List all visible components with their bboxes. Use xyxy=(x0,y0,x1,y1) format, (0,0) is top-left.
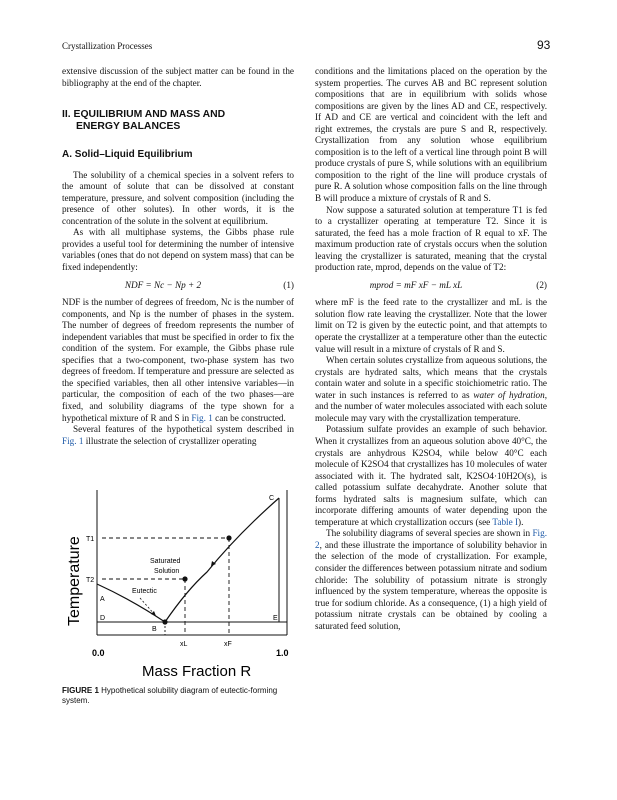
paragraph xyxy=(62,424,294,447)
equation-1-number: (1) xyxy=(283,279,294,290)
equation-2 xyxy=(315,280,547,292)
paragraph-text: and the number of water molecules associated with each solute molecule may vary with the crystallization temperature. xyxy=(315,401,547,423)
paragraph-text: Several features of the hypothetical system described in xyxy=(73,424,294,435)
paragraph: where mF is the feed rate to the crystallizer and mL is the solution flow rate leaving the crystallizer. Note that the lower limit on T2 is given by the eutectic point, and that attempts to operate the crystallizer at a temperature other than the eutectic value will result in a mixture of crystals of R and S. xyxy=(315,297,547,354)
figure-caption xyxy=(62,686,294,706)
paragraph-text: NDF is the number of degrees of freedom, Nc is the number of components, and Np is the number of phases in the system. The number of degrees of freedom represents the number of independent variables that must be specified in order to fix the condition of the system. For example, the Gibbs phase rule specifies that a two-component, two-phase system has two degrees of freedom. If temperature and pressure are selected as the specified variables, then all other intensive variables—in particular, the composition of each of the two phases—are fixed, and solubility diagrams of the type shown for a hypothetical mixture of R and S in xyxy=(62,297,294,423)
paragraph: conditions and the limitations placed on the operation by the system properties. The curves AB and BC represent solution compositions that are in equilibrium with solids whose compositions are given by the lines AD and CE, respectively. If AD and CE are vertical and coincident with the left and right extremes, the crystals are pure S and R, respectively. Crystallization from any solution whose equilibrium composition is to the left of a vertical line through point B will produce crystals of pure S, while solutions with an equilibrium composition to the right of the line will produce crystals of pure R. A solution whose composition falls on the line through B will produce a mixture of crystals of R and S. xyxy=(315,66,547,204)
paragraph xyxy=(315,528,547,632)
paragraph xyxy=(315,424,547,528)
right-column xyxy=(315,66,547,632)
t1-label: T1 xyxy=(86,536,95,543)
feed-point xyxy=(226,535,231,540)
paragraph: The solubility of a chemical species in a solvent refers to the amount of solute that can be dissolved at constant temperature, pressure, and solvent composition (including the presence of other solutes). In other words, it is the concentration of the solute in the solvent at equilibrium. xyxy=(62,169,294,226)
paragraph: Now suppose a saturated solution at temperature T1 is fed to a crystallizer operating at temperature T2. Since it is saturated, the feed has a mole fraction of R equal to xF. The maximum production rate of crystals occurs when the solution leaving the crystallizer is saturated, meaning that the crystal production rate, mprod, depends on the value of T2: xyxy=(315,204,547,273)
subsection-heading: A. Solid–Liquid Equilibrium xyxy=(62,149,193,161)
paragraph-text: illustrate the selection of crystallizer operating xyxy=(85,435,257,446)
saturated-label: Saturated xyxy=(150,558,181,565)
left-column xyxy=(62,66,294,447)
caption-label: FIGURE 1 xyxy=(62,686,99,695)
page-number: 93 xyxy=(537,38,551,52)
equation-1 xyxy=(62,280,294,292)
section-heading-line2: ENERGY BALANCES xyxy=(76,121,181,133)
point-b-label: B xyxy=(152,626,157,633)
xf-label: xF xyxy=(224,641,232,648)
italic-term: water of hydration, xyxy=(473,389,548,400)
paragraph xyxy=(315,355,547,424)
equation-2-number: (2) xyxy=(536,279,547,290)
point-a-label: A xyxy=(100,596,105,603)
xl-label: xL xyxy=(180,641,188,648)
equation-2-body: mprod = mF xF − mL xL xyxy=(369,279,463,290)
paragraph: As with all multiphase systems, the Gibbs phase rule provides a useful tool for determining the number of intensive variables (ones that do not depend on system mass) that can be fixed independently: xyxy=(62,227,294,273)
table-1-link[interactable]: Table I xyxy=(492,516,519,527)
t2-label: T2 xyxy=(86,577,95,584)
x-axis-title: Mass Fraction R xyxy=(142,663,252,680)
paragraph: extensive discussion of the subject matter can be found in the bibliography at the end of the chapter. xyxy=(62,66,294,88)
paragraph-text: ). xyxy=(518,516,524,527)
operating-point xyxy=(182,576,187,581)
running-title: Crystallization Processes xyxy=(62,41,153,51)
solution-label: Solution xyxy=(154,568,180,575)
paragraph-text: The solubility diagrams of several species are shown in xyxy=(326,528,531,539)
y-axis-title: Temperature xyxy=(66,536,83,626)
figure-2-link[interactable]: Fig. 2 xyxy=(315,528,547,550)
figure-1-link[interactable]: Fig. 1 xyxy=(191,412,213,423)
section-heading-line1: II. EQUILIBRIUM AND MASS AND xyxy=(62,109,226,121)
point-e-label: E xyxy=(273,615,278,622)
paragraph-text: Potassium sulfate provides an example of such behavior. When it crystallizes from an aqueous solution above 40°C, the crystals are anhydrous K2SO4, while below 40°C each molecule of K2SO4 that crystallizes has 10 molecules of water associated with it. The hydrated salt, K2SO4·10H2O(s), is called potassium sulfate decahydrate. Another solute that forms hydrated salts is magnesium sulfate, which can incorporate differing amounts of water depending upon the temperature at which crystallization occurs (see xyxy=(315,424,547,527)
solubility-diagram xyxy=(62,480,302,690)
figure-1-link[interactable]: Fig. 1 xyxy=(62,435,84,446)
paragraph-text: , and these illustrate the importance of solubility behavior in the selection of the mode of crystallization. For example, consider the differences between potassium nitrate and sodium chloride: The solubility of potassium nitrate is strongly influenced by the system temperature, whereas the opposite is true for sodium chloride. As a consequence, (1) a high yield of potassium nitrate crystals can be obtained by cooling a saturated feed solution, xyxy=(315,539,547,631)
x-min-label: 0.0 xyxy=(92,648,105,658)
point-c-label: C xyxy=(269,495,275,502)
equation-1-body: NDF = Nc − Np + 2 xyxy=(124,279,202,290)
eutectic-point xyxy=(162,619,167,624)
caption-text: Hypothetical solubility diagram of eutectic-forming system. xyxy=(62,686,278,705)
paragraph-text: When certain solutes crystallize from aqueous solutions, the crystals are hydrated salts, which means that the crystals contain water and solute in a specific stoichiometric ratio. The water in such instances is referred to as xyxy=(315,355,547,400)
point-d-label: D xyxy=(100,615,106,622)
x-max-label: 1.0 xyxy=(276,648,289,658)
paragraph xyxy=(62,297,294,424)
paragraph-text: can be constructed. xyxy=(215,412,286,423)
section-heading xyxy=(62,109,294,133)
curve-bc xyxy=(165,498,279,622)
eutectic-label: Eutectic xyxy=(132,588,157,595)
